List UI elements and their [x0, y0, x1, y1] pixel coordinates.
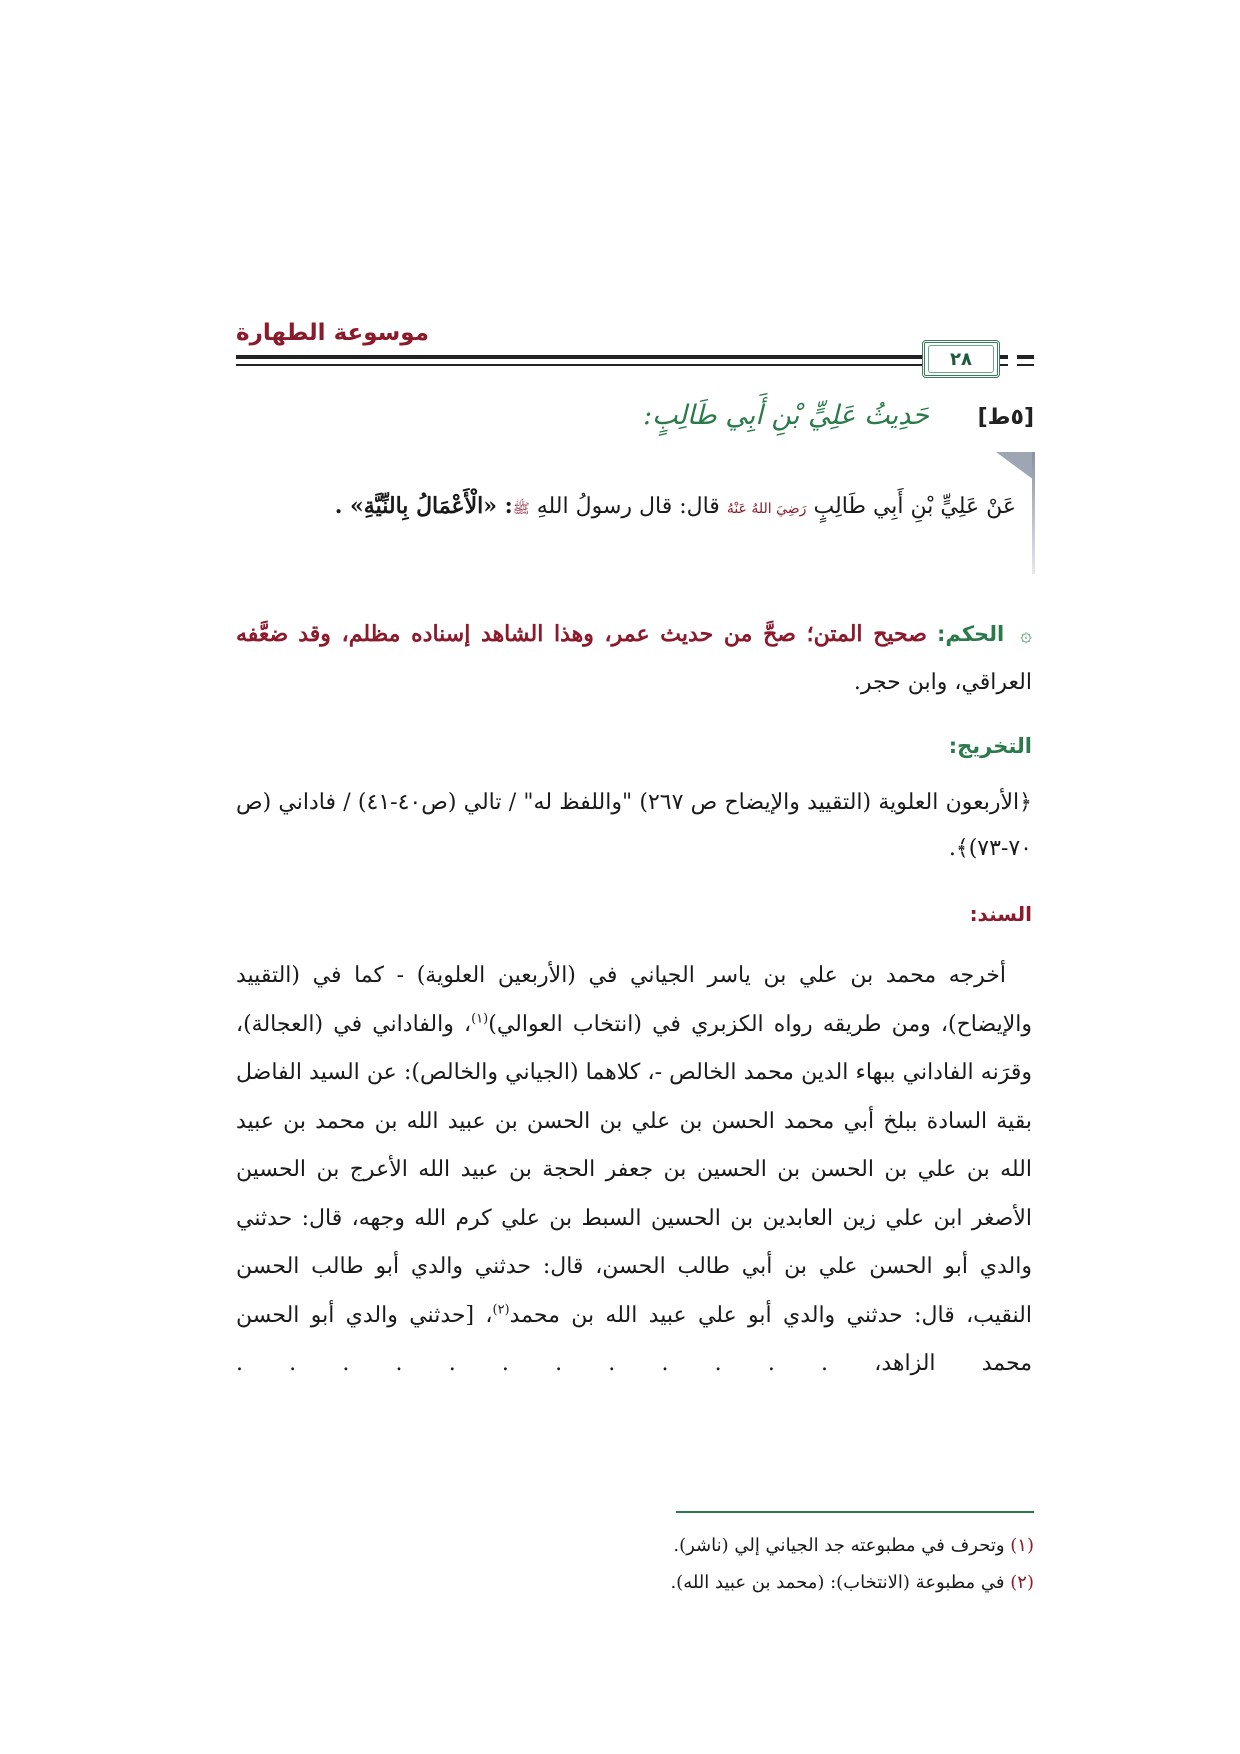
header-rule-right-thin — [1017, 364, 1034, 366]
sanad-part-2: ، والفاداني في (العجالة)، وقرَنه الفاداني ببهاء الدين محمد الخالص -، كلاهما (الجياني والخالص): عن السيد الفاضل بقية السادة ببلخ أبي محمد الحسن بن علي بن الحسن بن عبيد الله بن محمد بن عبيد الله بن علي بن الحسن بن الحسين بن جعفر الحجة بن عبيد الله الأعرج بن الحسين الأصغر ابن علي زين العابدين بن الحسين السبط بن علي كرم الله وجهه، قال: حدثني والدي أبو الحسن علي بن أبي طالب الحسن، قال: حدثني والدي أبو طالب الحسن النقيب، قال: حدثني والدي أبو علي عبيد الله بن محمد — [236, 1011, 1032, 1328]
footnotes — [236, 1527, 1034, 1601]
hadith-text — [236, 482, 1016, 533]
hadith-intro: عَنْ عَلِيٍّ بْنِ أَبِي طَالِبٍ — [813, 494, 1016, 519]
ruling-paragraph — [236, 610, 1032, 707]
footnote-divider — [676, 1511, 1034, 1513]
honorific-companion-icon: رَضِيَ اللهُ عَنْهُ — [726, 501, 807, 517]
ruling-rest: العراقي، وابن حجر. — [853, 670, 1032, 695]
ruling-keyword: ضعَّفه — [236, 621, 289, 647]
takhrij-heading: التخريج: — [948, 734, 1032, 758]
section-title: حَدِيثُ عَلِيٍّ بْنِ أَبِي طَالِبٍ: — [643, 400, 929, 431]
footnote-text: في مطبوعة (الانتخاب): (محمد بن عبيد الله). — [670, 1572, 1005, 1593]
header-rule-thick — [236, 355, 1008, 359]
section-heading — [500, 400, 1034, 431]
footnote-item — [236, 1564, 1034, 1601]
honorific-prophet-icon: ﷺ — [512, 501, 530, 517]
footnote-ref-1[interactable]: (١) — [471, 1011, 489, 1027]
takhrij-text: ﴿الأربعون العلوية (التقييد والإيضاح ص ٢٦٧) "واللفظ له" / تالي (ص٤٠-٤١) / فاداني (ص ٧٠-٧٣)﴾. — [236, 790, 1032, 861]
footnote-ref-2[interactable]: (٢) — [492, 1302, 510, 1318]
page-number-badge — [922, 340, 1000, 378]
footnote-number: (١) — [1010, 1535, 1034, 1556]
hadith-frame-corner — [996, 452, 1034, 480]
sanad-heading: السند: — [969, 902, 1032, 926]
header-rule-thin — [236, 364, 1008, 366]
footnote-number: (٢) — [1010, 1572, 1034, 1593]
footnote-text: وتحرف في مطبوعته جد الجياني إلي (ناشر). — [673, 1535, 1005, 1556]
page-number: ٢٨ — [928, 345, 994, 373]
hadith-quote: : «الْأَعْمَالُ بِالنِّيَّةِ» . — [334, 493, 513, 519]
hadith-frame-border — [1032, 452, 1035, 574]
ruling-text: صحيح المتن؛ صحَّ من حديث عمر، وهذا الشاهد إسناده مظلم، وقد — [298, 621, 927, 647]
sanad-part-1: أخرجه محمد بن علي بن ياسر الجياني في (الأربعين العلوية) - كما في (التقييد والإيضاح)، ومن طريقه رواه الكزبري في (انتخاب العوالي) — [236, 963, 1032, 1037]
ornament-icon: ۞ — [1020, 622, 1032, 646]
section-number: [٥ط] — [977, 405, 1034, 430]
hadith-middle: قال: قال رسولُ اللهِ — [536, 494, 720, 519]
sanad-text — [236, 952, 1032, 1389]
ruling-label: الحكم: — [936, 622, 1005, 646]
book-title: موسوعة الطهارة — [236, 320, 429, 346]
header-rule-right-thick — [1017, 355, 1034, 359]
sanad-part-3: ، [حدثني والدي أبو الحسن محمد الزاهد، . . . . . . . . . . . . — [236, 1302, 1032, 1376]
footnote-item — [236, 1527, 1034, 1564]
